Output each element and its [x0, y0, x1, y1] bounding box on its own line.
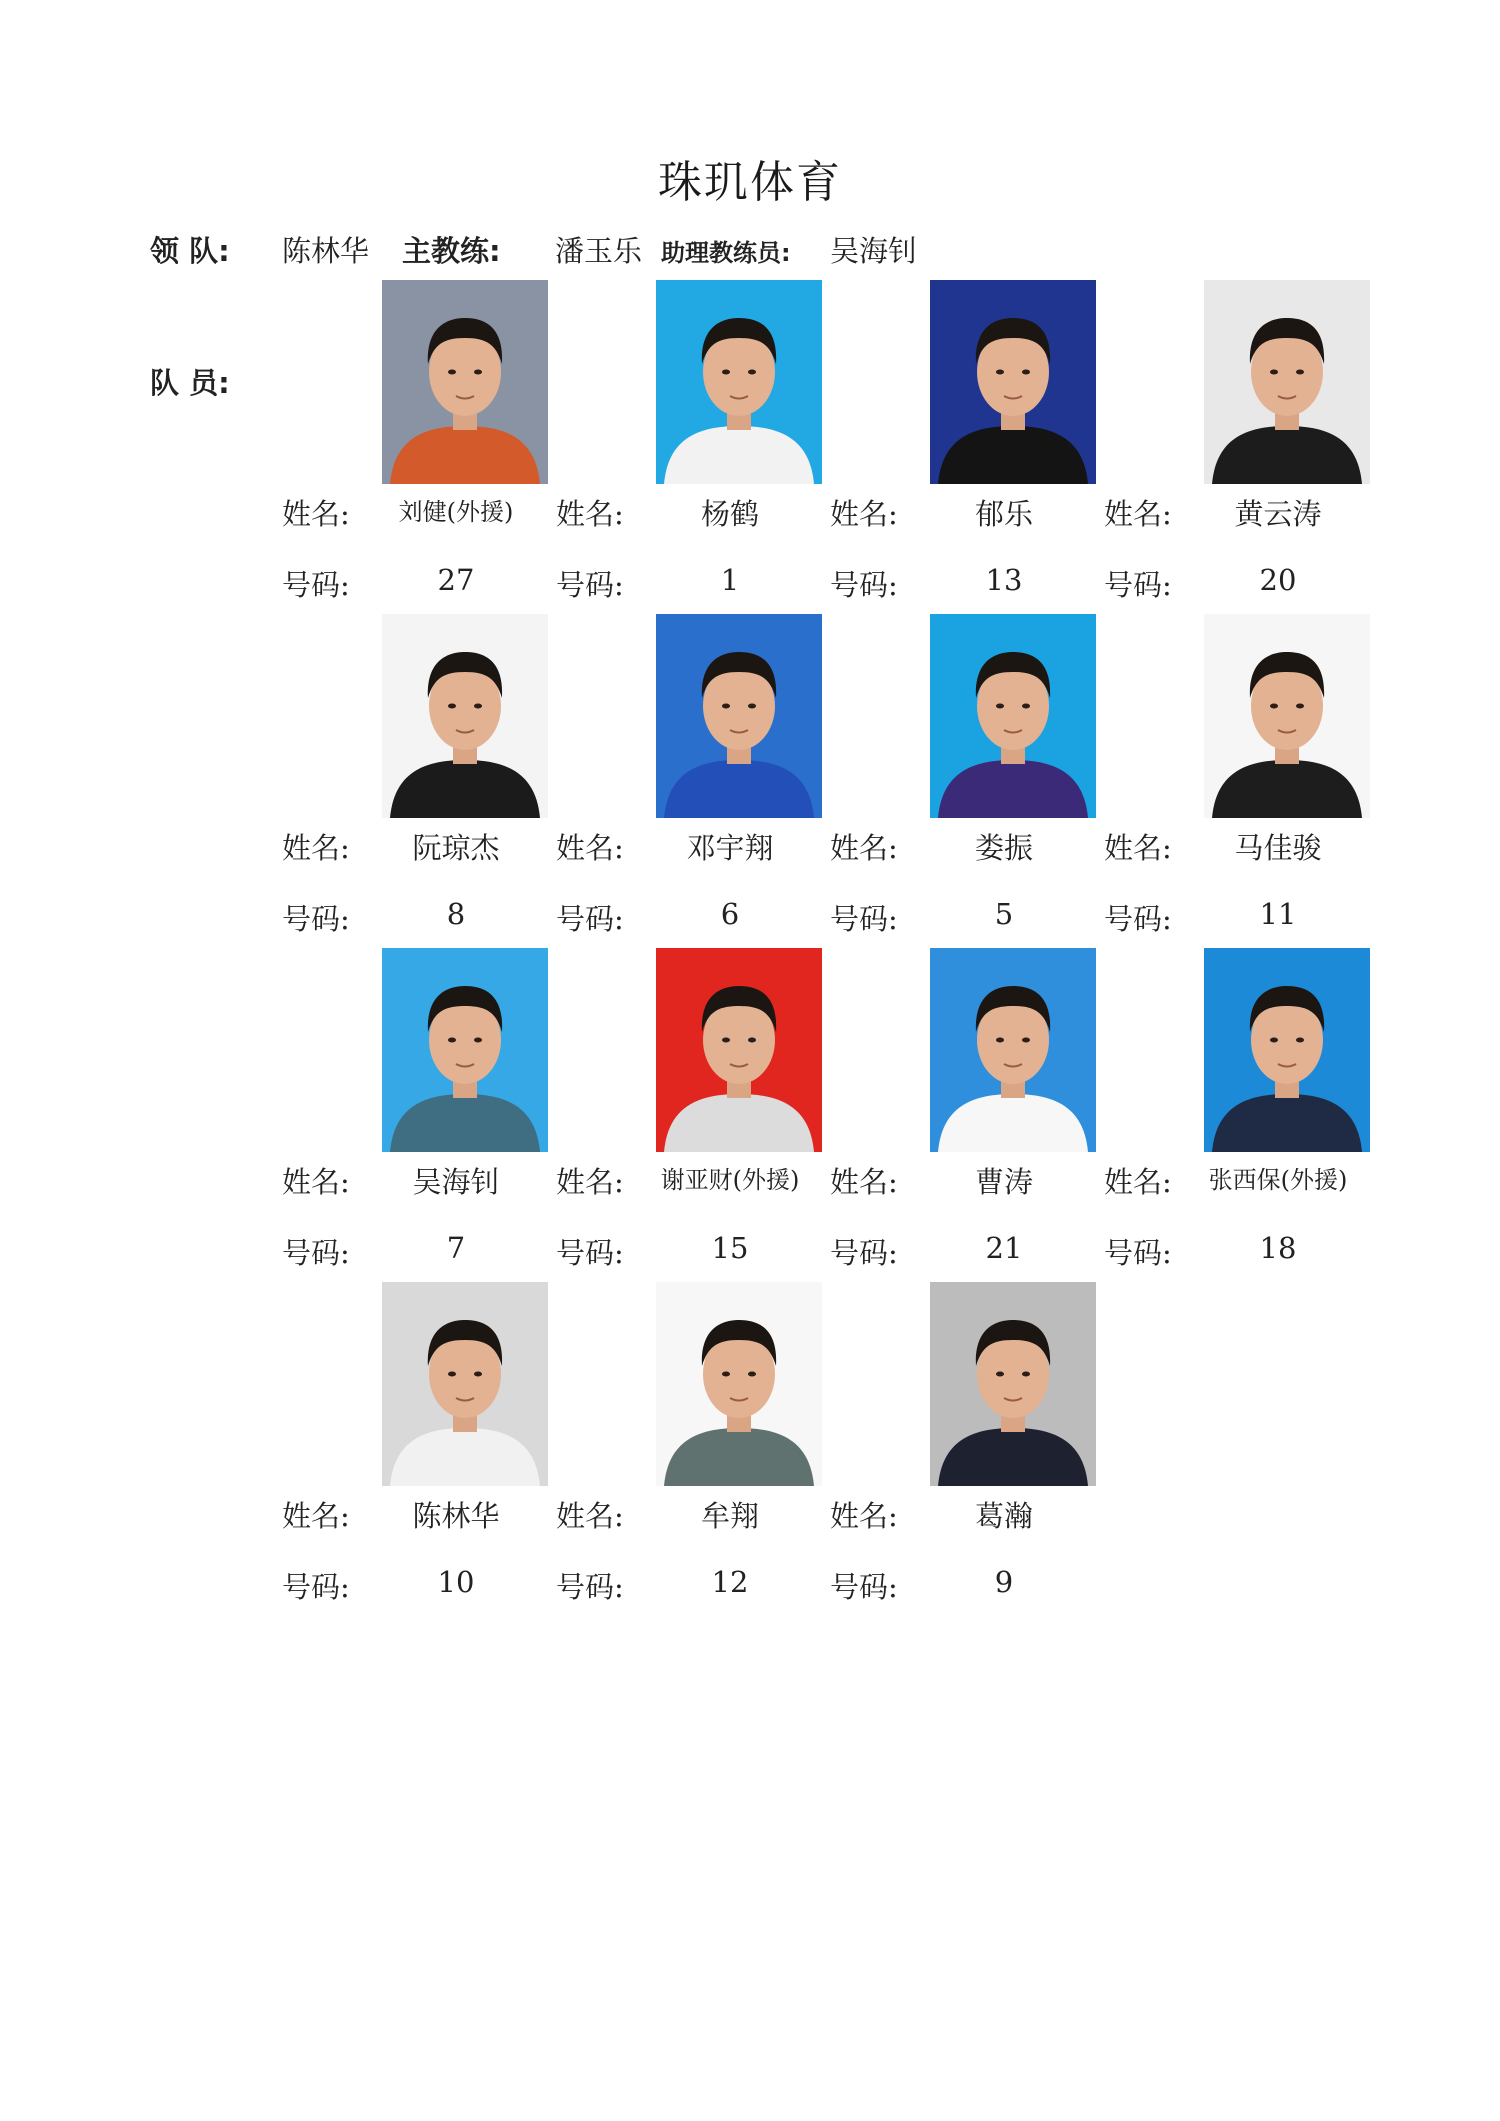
portrait-image [656, 280, 822, 484]
player-name: 曹涛 [974, 1165, 1033, 1199]
player-name: 牟翔 [700, 1499, 759, 1533]
number-label: 号码: [282, 1570, 350, 1604]
number-label: 号码: [1104, 1236, 1172, 1270]
player-photo [1204, 948, 1370, 1152]
portrait-image [656, 614, 822, 818]
player-name: 马佳骏 [1234, 831, 1322, 865]
members-label: 队 员: [150, 366, 230, 400]
name-label: 姓名: [556, 831, 624, 865]
number-label: 号码: [556, 902, 624, 936]
number-label: 号码: [1104, 902, 1172, 936]
page-title: 珠玑体育 [658, 157, 842, 208]
name-label: 姓名: [1104, 497, 1172, 531]
player-card [830, 280, 1104, 614]
player-number: 27 [437, 563, 475, 597]
player-name: 邓宇翔 [686, 831, 774, 865]
player-photo [656, 614, 822, 818]
player-name: 杨鹤 [700, 497, 759, 531]
player-card [556, 280, 830, 614]
player-name: 葛瀚 [974, 1499, 1033, 1533]
player-photo [382, 614, 548, 818]
player-number: 18 [1259, 1231, 1297, 1265]
name-label: 姓名: [282, 497, 350, 531]
name-label: 姓名: [830, 497, 898, 531]
player-photo [930, 1282, 1096, 1486]
player-name: 张西保(外援) [1208, 1166, 1348, 1194]
number-label: 号码: [282, 1236, 350, 1270]
player-number: 12 [711, 1565, 749, 1599]
assistant-coach-name: 吴海钊 [830, 234, 918, 268]
name-label: 姓名: [1104, 1165, 1172, 1199]
player-name: 黄云涛 [1234, 497, 1322, 531]
player-number: 6 [720, 897, 740, 931]
name-label: 姓名: [282, 831, 350, 865]
player-photo [656, 1282, 822, 1486]
name-label: 姓名: [1104, 831, 1172, 865]
player-name: 陈林华 [412, 1499, 500, 1533]
player-number: 9 [994, 1565, 1014, 1599]
portrait-image [382, 948, 548, 1152]
player-card [556, 614, 830, 948]
player-card [1104, 948, 1378, 1282]
player-card [830, 948, 1104, 1282]
player-card [830, 614, 1104, 948]
leader-name: 陈林华 [282, 234, 370, 268]
player-card [1104, 280, 1378, 614]
portrait-image [1204, 948, 1370, 1152]
portrait-image [656, 948, 822, 1152]
number-label: 号码: [282, 568, 350, 602]
player-photo [1204, 280, 1370, 484]
leader-label: 领 队: [150, 234, 230, 268]
number-label: 号码: [556, 1570, 624, 1604]
portrait-image [1204, 280, 1370, 484]
portrait-image [382, 280, 548, 484]
player-card [556, 948, 830, 1282]
player-card [282, 1282, 556, 1616]
player-name: 娄振 [974, 831, 1033, 865]
player-photo [1204, 614, 1370, 818]
number-label: 号码: [556, 568, 624, 602]
name-label: 姓名: [556, 1499, 624, 1533]
portrait-image [930, 280, 1096, 484]
portrait-image [656, 1282, 822, 1486]
player-photo [656, 948, 822, 1152]
head-coach-label: 主教练: [402, 234, 501, 268]
player-number: 11 [1259, 897, 1297, 931]
player-photo [930, 280, 1096, 484]
player-photo [930, 948, 1096, 1152]
player-number: 20 [1259, 563, 1297, 597]
player-photo [656, 280, 822, 484]
player-number: 5 [994, 897, 1014, 931]
player-name: 吴海钊 [412, 1165, 500, 1199]
player-card [282, 948, 556, 1282]
player-photo [382, 1282, 548, 1486]
portrait-image [382, 614, 548, 818]
name-label: 姓名: [830, 1165, 898, 1199]
player-name: 郁乐 [974, 497, 1033, 531]
number-label: 号码: [282, 902, 350, 936]
portrait-image [930, 1282, 1096, 1486]
player-card [282, 280, 556, 614]
player-name: 刘健(外援) [398, 498, 514, 526]
player-card [830, 1282, 1104, 1616]
portrait-image [930, 614, 1096, 818]
name-label: 姓名: [556, 1165, 624, 1199]
number-label: 号码: [830, 568, 898, 602]
player-number: 13 [985, 563, 1023, 597]
player-photo [930, 614, 1096, 818]
portrait-image [930, 948, 1096, 1152]
player-photo [382, 280, 548, 484]
number-label: 号码: [830, 1236, 898, 1270]
number-label: 号码: [830, 902, 898, 936]
name-label: 姓名: [282, 1165, 350, 1199]
number-label: 号码: [556, 1236, 624, 1270]
player-name: 阮琼杰 [412, 831, 500, 865]
player-number: 7 [446, 1231, 466, 1265]
name-label: 姓名: [282, 1499, 350, 1533]
player-number: 21 [985, 1231, 1023, 1265]
player-number: 15 [711, 1231, 749, 1265]
player-card [1104, 614, 1378, 948]
portrait-image [382, 1282, 548, 1486]
assistant-coach-label: 助理教练员: [661, 239, 791, 267]
player-name: 谢亚财(外援) [660, 1166, 800, 1194]
number-label: 号码: [1104, 568, 1172, 602]
name-label: 姓名: [830, 831, 898, 865]
player-number: 1 [720, 563, 740, 597]
player-number: 8 [446, 897, 466, 931]
name-label: 姓名: [830, 1499, 898, 1533]
player-card [282, 614, 556, 948]
number-label: 号码: [830, 1570, 898, 1604]
portrait-image [1204, 614, 1370, 818]
player-photo [382, 948, 548, 1152]
player-number: 10 [437, 1565, 475, 1599]
player-card [556, 1282, 830, 1616]
name-label: 姓名: [556, 497, 624, 531]
head-coach-name: 潘玉乐 [555, 234, 643, 268]
